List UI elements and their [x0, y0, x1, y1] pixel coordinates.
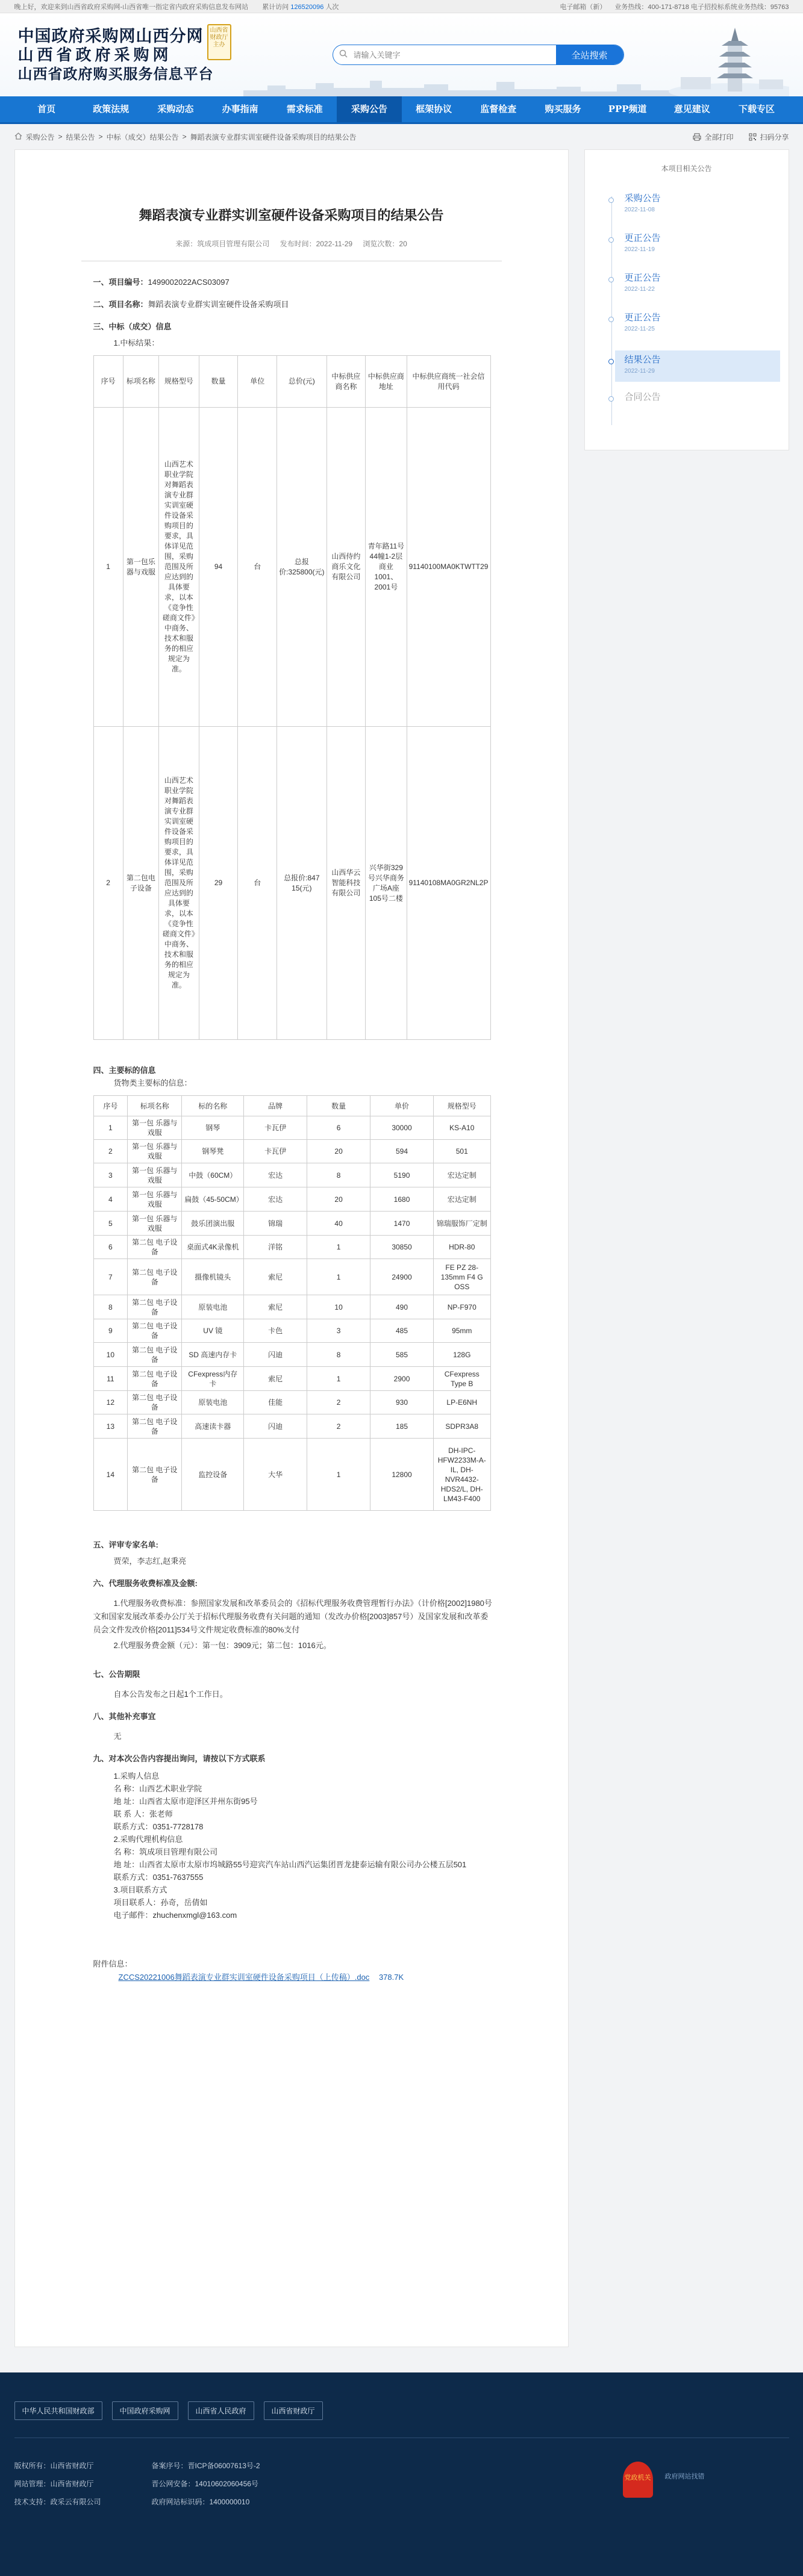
section-other: 八、其他补充事宜 — [93, 1712, 156, 1721]
table-cell: 第二包 电子设备 — [128, 1259, 182, 1295]
timeline-item[interactable]: 采购公告 2022-11-08 — [625, 191, 780, 231]
table-cell: 3 — [307, 1319, 370, 1343]
main-nav — [0, 96, 803, 124]
nav-supervision[interactable]: 监督检查 — [480, 104, 517, 114]
table-cell: 1 — [307, 1439, 370, 1511]
table-cell: 卡瓦伊 — [244, 1140, 307, 1163]
table-row — [93, 1236, 490, 1259]
table-cell: 2900 — [370, 1367, 434, 1391]
table-row — [93, 1391, 490, 1414]
table-cell: 第二包 电子设备 — [128, 1236, 182, 1259]
project-contact-heading: 3.项目联系方式 — [113, 1885, 167, 1894]
table-cell: 485 — [370, 1319, 434, 1343]
breadcrumb-bar — [14, 124, 789, 149]
col-header: 数量 — [307, 1096, 370, 1116]
table-cell: 闪迪 — [244, 1414, 307, 1439]
timeline-dot-icon — [608, 317, 614, 322]
crumb-item-1[interactable]: 采购公告 — [25, 132, 55, 142]
col-header: 中标供应商地址 — [366, 356, 407, 408]
table-cell: 索尼 — [244, 1367, 307, 1391]
footer-info: 版权所有：山西省财政厅 备案序号：晋ICP备06007613号-2 网站管理：山西省财政厅 晋公网安备：14010602060456号 技术支持：政采云有限公司 政府网站标识码：1400000010 — [14, 2462, 260, 2506]
section-experts: 五、评审专家名单: — [93, 1540, 158, 1549]
col-header: 总价(元) — [277, 356, 327, 408]
col-header: 单价 — [370, 1096, 434, 1116]
contact-line: 电子邮件：zhuchenxmgl@163.com — [113, 1911, 237, 1920]
section-agency-fee: 六、代理服务收费标准及金额: — [93, 1579, 198, 1588]
table-cell: 第二包 电子设备 — [128, 1367, 182, 1391]
col-header: 标项名称 — [128, 1096, 182, 1116]
nav-standards[interactable]: 需求标准 — [286, 104, 323, 114]
table-cell: 钢琴凳 — [182, 1140, 244, 1163]
attachments — [93, 1958, 496, 1984]
table-cell: 第二包 电子设备 — [128, 1414, 182, 1439]
table-cell: 锦瑞服饰厂定制 — [433, 1212, 490, 1236]
table-cell: NP-F970 — [433, 1295, 490, 1319]
table-cell: 宏达 — [244, 1163, 307, 1187]
visit-counter: 累计访问 126520096 人次 — [262, 4, 339, 11]
table-cell: 7 — [93, 1259, 128, 1295]
article-meta — [15, 238, 568, 249]
nav-feedback[interactable]: 意见建议 — [673, 104, 710, 114]
table-cell: 鼓乐团演出服 — [182, 1212, 244, 1236]
table-cell: 摄像机镜头 — [182, 1259, 244, 1295]
site-footer — [0, 2372, 803, 2576]
table-cell: 索尼 — [244, 1259, 307, 1295]
hotline-text: 业务热线：400-171-8718 电子招投标系统业务热线：95763 — [614, 4, 789, 11]
col-header: 标的名称 — [182, 1096, 244, 1116]
table-row — [93, 1343, 490, 1367]
section-award-info: 三、中标（成交）信息 — [93, 322, 172, 331]
purchaser-heading: 1.采购人信息 — [113, 1772, 160, 1781]
attachment-link[interactable]: ZCCS20221006舞蹈表演专业群实训室硬件设备采购项目（上传稿）.doc — [118, 1973, 370, 1982]
article-source: 来源：筑成项目管理有限公司 — [175, 240, 270, 248]
other-text: 无 — [113, 1732, 122, 1741]
table-row — [93, 1295, 490, 1319]
table-cell: 13 — [93, 1414, 128, 1439]
contact-line: 项目联系人：孙奇，岳倩如 — [113, 1898, 208, 1907]
search-input[interactable] — [354, 51, 556, 60]
col-header: 中标供应商统一社会信用代码 — [407, 356, 490, 408]
table-cell: HDR-80 — [433, 1236, 490, 1259]
table-cell: 128G — [433, 1343, 490, 1367]
table-cell: SD 高速内存卡 — [182, 1343, 244, 1367]
table-cell: 第二包 电子设备 — [128, 1343, 182, 1367]
footer-links — [14, 2372, 789, 2420]
col-header: 标项名称 — [123, 356, 159, 408]
timeline-item[interactable]: 合同公告 — [625, 390, 780, 430]
top-bar-right — [560, 2, 789, 11]
table-cell: 1 — [307, 1236, 370, 1259]
goods-label: 货物类主要标的信息： — [113, 1078, 192, 1087]
logo-line-2: 山西省政府采购网 — [17, 46, 172, 64]
timeline-item[interactable]: 更正公告 2022-11-25 — [625, 311, 780, 350]
search-icon — [333, 49, 354, 60]
contact-line: 联 系 人：张老师 — [113, 1809, 173, 1818]
table-cell: 索尼 — [244, 1295, 307, 1319]
table-cell: 30000 — [370, 1116, 434, 1140]
table-cell: 501 — [433, 1140, 490, 1163]
table-cell: KS-A10 — [433, 1116, 490, 1140]
award-table-header — [93, 356, 490, 408]
table-cell: 卡瓦伊 — [244, 1116, 307, 1140]
table-cell: 490 — [370, 1295, 434, 1319]
period-text: 自本公告发布之日起1个工作日。 — [113, 1690, 228, 1699]
search-button[interactable]: 全站搜索 — [556, 45, 623, 65]
table-cell: 10 — [93, 1343, 128, 1367]
table-row — [93, 1212, 490, 1236]
table-cell: 宏达 — [244, 1187, 307, 1212]
table-cell: 1 — [93, 1116, 128, 1140]
table-cell: 12 — [93, 1391, 128, 1414]
table-cell: 8 — [307, 1163, 370, 1187]
nav-policy[interactable]: 政策法规 — [93, 104, 130, 114]
related-announcements — [584, 149, 789, 450]
table-cell: FE PZ 28-135mm F4 G OSS — [433, 1259, 490, 1295]
table-cell: LP-E6NH — [433, 1391, 490, 1414]
article-time: 发布时间：2022-11-29 — [280, 240, 353, 248]
table-cell: 原装电池 — [182, 1391, 244, 1414]
nav-download[interactable]: 下载专区 — [738, 104, 775, 114]
table-cell: 大华 — [244, 1439, 307, 1511]
printer-icon — [693, 133, 701, 141]
main-content — [14, 149, 789, 2347]
table-cell: 8 — [307, 1343, 370, 1367]
table-cell: 宏达定制 — [433, 1187, 490, 1212]
table-cell: DH-IPC-HFW2233M-A-IL, DH-NVR4432-HDS2/L, DH-LM43-F400 — [433, 1439, 490, 1511]
col-header: 规格型号 — [433, 1096, 490, 1116]
contact-line: 名 称：山西艺术职业学院 — [113, 1784, 202, 1793]
crumb-separator: > — [98, 132, 103, 141]
fee-standard: 1.代理服务收费标准：参照国家发展和改革委员会的《招标代理服务收费管理暂行办法》（计价格[2002]1980号文和国家发展改革委办公厅关于招标代理服务收费有关问题的通知（发改办价格[2003]857号）及国家发展和改革委员会文件发改价格[2011]534号文件规定收费标准的80%支付 — [93, 1599, 492, 1634]
nav-framework[interactable]: 框架协议 — [416, 104, 452, 114]
party-gov-badge-icon[interactable]: 党政机关 — [623, 2462, 653, 2498]
qr-code-icon — [749, 133, 757, 141]
table-cell: UV 镜 — [182, 1319, 244, 1343]
table-cell: 第二包 电子设备 — [128, 1319, 182, 1343]
table-cell: 14 — [93, 1439, 128, 1511]
table-cell: 第二包 电子设备 — [128, 1295, 182, 1319]
table-cell: 20 — [307, 1140, 370, 1163]
table-cell: 闪迪 — [244, 1343, 307, 1367]
crumb-separator: > — [58, 132, 63, 141]
fee-amount: 2.代理服务费金额（元）：第一包：3909元；第二包：1016元。 — [113, 1641, 331, 1650]
nav-ppp[interactable]: PPP频道 — [608, 104, 647, 114]
section-main-items: 四、主要标的信息 — [93, 1066, 156, 1075]
visit-count: 126520096 — [290, 4, 324, 11]
table-cell: 9 — [93, 1319, 128, 1343]
table-cell: 锦瑞 — [244, 1212, 307, 1236]
table-cell: 第一包 乐器与戏服 — [128, 1140, 182, 1163]
timeline-item-current[interactable]: 结果公告 2022-11-29 — [615, 350, 780, 382]
table-cell: 卡色 — [244, 1319, 307, 1343]
table-cell: 10 — [307, 1295, 370, 1319]
table-cell: 监控设备 — [182, 1439, 244, 1511]
table-cell: CFexpress内存卡 — [182, 1367, 244, 1391]
print-action[interactable]: 全部打印 — [693, 132, 733, 142]
table-cell: SDPR3A8 — [433, 1414, 490, 1439]
attachment-size: 378.7K — [378, 1973, 404, 1982]
footer-link-mof[interactable]: 中华人民共和国财政部 — [14, 2401, 102, 2420]
footer-link-shanxi-gov[interactable]: 山西省人民政府 — [188, 2401, 254, 2420]
table-cell: 5 — [93, 1212, 128, 1236]
table-cell: 原装电池 — [182, 1295, 244, 1319]
pagoda-illustration — [645, 19, 789, 96]
timeline-dot-icon — [608, 359, 614, 364]
col-header: 单位 — [238, 356, 277, 408]
table-cell: 585 — [370, 1343, 434, 1367]
table-cell: 钢琴 — [182, 1116, 244, 1140]
table-row — [93, 1414, 490, 1439]
table-cell: 2 — [93, 1140, 128, 1163]
table-row: 1 第一包乐器与戏服 山西艺术职业学院对舞蹈表演专业群实训室硬件设备采购项目的要求，具体详见范围，采购范围及所应达到的具体要求，以本《竞争性磋商文件》中商务、技术和服务的相应规定为准。 94 台 总报价:325800(元) 山西侍约商乐文化有限公司 青年路11号44幢1-2层商业1001、2001号 91140100MA0KTWTT29 — [93, 408, 490, 727]
table-cell: 第一包 乐器与戏服 — [128, 1116, 182, 1140]
items-table-header — [93, 1096, 490, 1116]
timeline — [593, 191, 780, 430]
col-header: 品牌 — [244, 1096, 307, 1116]
page-actions — [693, 132, 789, 142]
project-name: 二、项目名称：舞蹈表演专业群实训室硬件设备采购项目 — [93, 300, 289, 309]
seal-badge: 山西省财政厅主办 — [207, 24, 231, 60]
table-cell: 1680 — [370, 1187, 434, 1212]
article-views: 浏览次数：20 — [363, 240, 407, 248]
table-cell: 高速读卡器 — [182, 1414, 244, 1439]
table-cell: 宏达定制 — [433, 1163, 490, 1187]
table-cell: 8 — [93, 1295, 128, 1319]
contact-line: 联系方式：0351-7728178 — [113, 1822, 204, 1831]
table-row — [93, 1163, 490, 1187]
table-cell: 2 — [307, 1414, 370, 1439]
experts-list: 贾荣，李志红,赵秉亮 — [113, 1557, 187, 1566]
table-cell: 佳能 — [244, 1391, 307, 1414]
project-number: 一、项目编号：1499002022ACS03097 — [93, 278, 230, 287]
table-cell: 1 — [307, 1259, 370, 1295]
crumb-separator: > — [182, 132, 187, 141]
timeline-dot-icon — [608, 277, 614, 282]
table-cell: 95mm — [433, 1319, 490, 1343]
nav-home[interactable]: 首页 — [37, 104, 56, 114]
award-result-label: 1.中标结果： — [113, 338, 160, 347]
table-cell: 930 — [370, 1391, 434, 1414]
col-header: 序号 — [93, 356, 123, 408]
contact-block — [114, 1770, 496, 1921]
table-cell: 桌面式4K录像机 — [182, 1236, 244, 1259]
announcement-article — [14, 149, 569, 2347]
site-search — [333, 45, 624, 65]
nav-services[interactable]: 购买服务 — [545, 104, 581, 114]
site-header — [0, 13, 803, 96]
table-cell: CFexpress Type B — [433, 1367, 490, 1391]
table-row — [93, 1140, 490, 1163]
footer-link-finance-dept[interactable]: 山西省财政厅 — [264, 2401, 323, 2420]
nav-guide[interactable]: 办事指南 — [222, 104, 258, 114]
table-cell: 185 — [370, 1414, 434, 1439]
table-cell: 6 — [307, 1116, 370, 1140]
home-icon[interactable] — [14, 132, 22, 142]
contact-line: 地 址：山西省太原市太原市坞城路55号迎宾汽车站山西汽运集团晋龙捷泰运输有限公司办公楼五层501 — [113, 1860, 467, 1869]
col-header: 中标供应商名称 — [327, 356, 366, 408]
timeline-dot-icon — [608, 396, 614, 402]
contact-line: 联系方式：0351-7637555 — [113, 1873, 204, 1882]
table-cell: 1 — [307, 1367, 370, 1391]
timeline-item[interactable]: 更正公告 2022-11-22 — [625, 271, 780, 311]
table-row — [93, 1116, 490, 1140]
table-cell: 第一包 乐器与戏服 — [128, 1212, 182, 1236]
crumb-item-3[interactable]: 中标（成交）结果公告 — [106, 132, 179, 142]
items-table — [93, 1095, 491, 1511]
table-row — [93, 1367, 490, 1391]
table-cell: 11 — [93, 1367, 128, 1391]
table-row — [93, 1187, 490, 1212]
logo-line-1: 中国政府采购网山西分网 — [17, 27, 204, 46]
table-cell: 第一包 乐器与戏服 — [128, 1163, 182, 1187]
table-cell: 4 — [93, 1187, 128, 1212]
table-cell: 第二包 电子设备 — [128, 1391, 182, 1414]
crumb-current: 舞蹈表演专业群实训室硬件设备采购项目的结果公告 — [190, 132, 357, 142]
table-cell: 第二包 电子设备 — [128, 1439, 182, 1511]
table-cell: 2 — [307, 1391, 370, 1414]
contact-line: 名 称：筑成项目管理有限公司 — [113, 1847, 218, 1856]
section-period: 七、公告期限 — [93, 1670, 140, 1679]
crumb-item-2[interactable]: 结果公告 — [66, 132, 95, 142]
page-title: 舞蹈表演专业群实训室硬件设备采购项目的结果公告 — [139, 208, 444, 223]
table-row — [93, 1259, 490, 1295]
table-cell: 6 — [93, 1236, 128, 1259]
table-cell: 第一包 乐器与戏服 — [128, 1187, 182, 1212]
top-bar — [0, 0, 803, 13]
timeline-dot-icon — [608, 198, 614, 203]
nav-announcements[interactable]: 采购公告 — [337, 96, 401, 122]
table-cell: 1470 — [370, 1212, 434, 1236]
table-cell: 24900 — [370, 1259, 434, 1295]
table-row — [93, 1319, 490, 1343]
table-cell: 3 — [93, 1163, 128, 1187]
table-cell: 30850 — [370, 1236, 434, 1259]
table-cell: 20 — [307, 1187, 370, 1212]
col-header: 序号 — [93, 1096, 128, 1116]
table-cell: 40 — [307, 1212, 370, 1236]
top-bar-left — [14, 2, 339, 11]
table-cell: 594 — [370, 1140, 434, 1163]
breadcrumb — [14, 132, 357, 142]
share-action[interactable]: 扫码分享 — [749, 132, 789, 142]
report-error-link[interactable]: 政府网站找错 — [664, 2473, 705, 2480]
attachments-label: 附件信息： — [93, 1959, 133, 1968]
timeline-dot-icon — [608, 237, 614, 243]
footer-link-ccgp[interactable]: 中国政府采购网 — [112, 2401, 178, 2420]
table-cell: 12800 — [370, 1439, 434, 1511]
table-row: 2 第二包电子设备 山西艺术职业学院对舞蹈表演专业群实训室硬件设备采购项目的要求，具体详见范围，采购范围及所应达到的具体要求，以本《竞争性磋商文件》中商务、技术和服务的相应规定为准。 29 台 总报价:847 15(元) 山西华云智能科技有限公司 兴华街329号兴华商务广场A座105号二楼 91140108MA0GR2NL2P — [93, 727, 490, 1040]
table-cell: 扁鼓（45-50CM） — [182, 1187, 244, 1212]
contact-line: 地 址：山西省太原市迎泽区并州东街95号 — [113, 1797, 258, 1806]
table-cell: 洋铭 — [244, 1236, 307, 1259]
welcome-text: 晚上好，欢迎来到山西省政府采购网-山西省唯一指定省内政府采购信息发布网站 — [14, 4, 249, 11]
related-title: 本项目相关公告 — [661, 164, 712, 173]
award-table — [93, 355, 491, 1040]
table-cell: 5190 — [370, 1163, 434, 1187]
nav-news[interactable]: 采购动态 — [157, 104, 194, 114]
mail-link[interactable]: 电子邮箱（新） — [560, 4, 607, 11]
logo-line-3: 山西省政府购买服务信息平台 — [17, 65, 214, 82]
article-body — [15, 276, 568, 1984]
table-cell: 中鼓（60CM） — [182, 1163, 244, 1187]
table-row — [93, 1439, 490, 1511]
col-header: 数量 — [199, 356, 238, 408]
col-header: 规格型号 — [159, 356, 199, 408]
timeline-item[interactable]: 更正公告 2022-11-19 — [625, 231, 780, 271]
section-contact: 九、对本次公告内容提出询问，请按以下方式联系 — [93, 1754, 266, 1763]
agency-heading: 2.采购代理机构信息 — [113, 1835, 183, 1844]
